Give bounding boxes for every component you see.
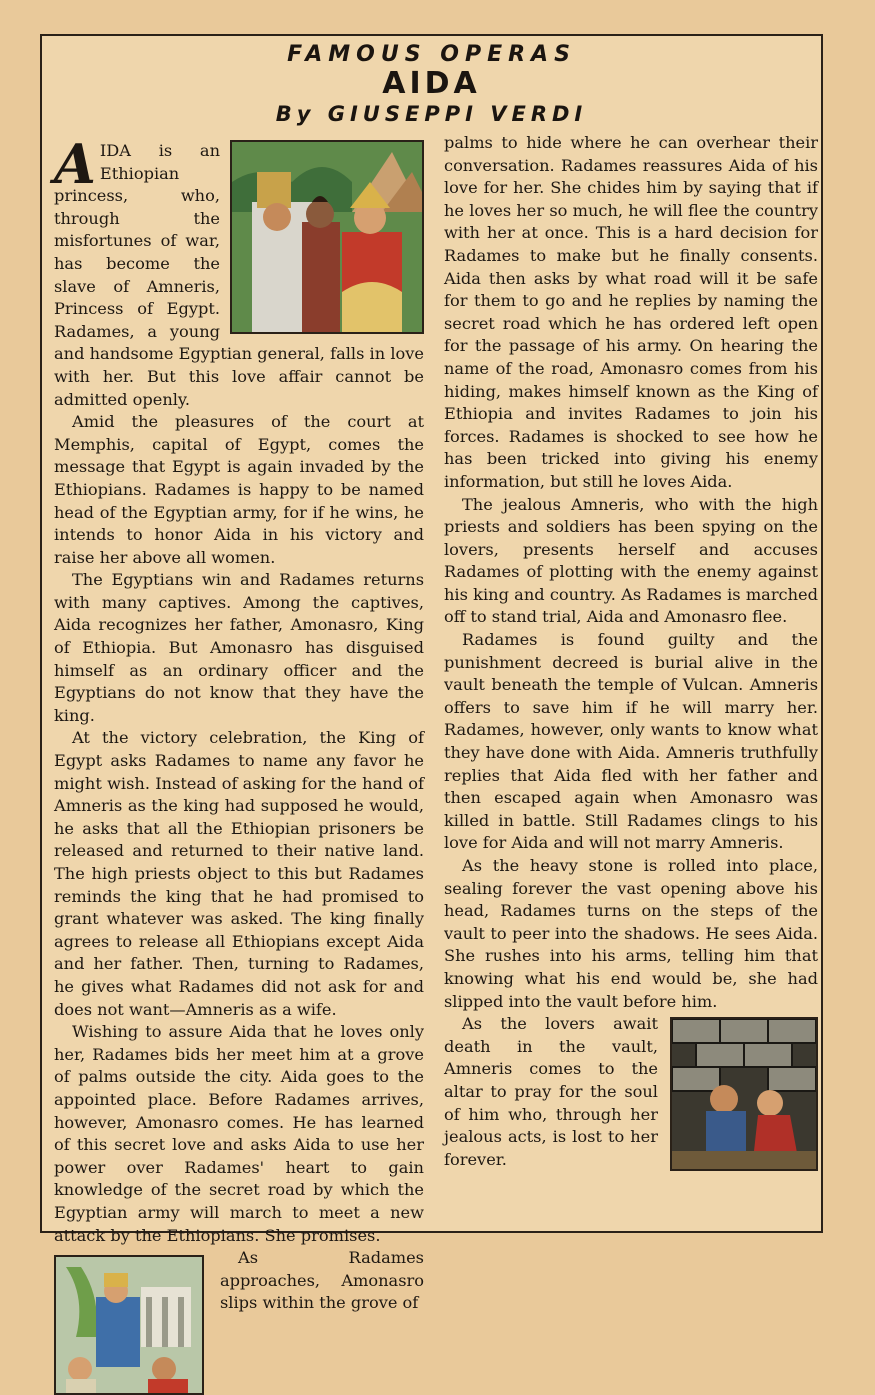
composer-byline: By GIUSEPPI VERDI bbox=[275, 102, 588, 126]
paragraph-amneris: The jealous Amneris, who with the high priests and soldiers has been spying on the lovers, presents herself and accuses Radames of plotting with the enemy against his king and country. As Radames is marched off to stand trial, Aida and Amonasro flee. bbox=[444, 494, 818, 627]
drop-cap: A bbox=[54, 132, 96, 196]
series-title: FAMOUS OPERAS bbox=[287, 42, 576, 67]
paragraph-palms: palms to hide where he can overhear their conversation. Radames reassures Aida of his love for her. She chides him by saying that if he loves her so much, he will flee the country with her at once. This is a hard decision for Radames to make but he finally consents. Aida then asks by what road will it be safe for them to go and he replies by naming the secret road which he has ordered left open for the passage of his army. On hearing the name of the road, Amonasro comes from his hiding, makes himself known as the King of Ethiopia and invites Radames to join his forces. Radames is shocked to see how he has been tricked into giving his enemy information, but still he loves Aida. bbox=[444, 133, 818, 491]
paragraph-celebration: At the victory celebration, the King of Egypt asks Radames to name any favor he might wish. Instead of asking for the hand of Amneris as the king had supposed he would, he asks that all the Ethiopian prisoners be released and returned to their native land. The high priests object to this but Radames reminds the king that he had promised to grant whatever was asked. The king finally agrees to release all Ethiopians except Aida and her father. Then, turning to Radames, he gives what Radames did not ask for and does not want—Amneris as a wife. bbox=[54, 728, 424, 1019]
paragraph-ending: As the lovers await death in the vault, Amneris comes to the altar to pray for the soul of him who, through her jealous acts, is lost to her forever. bbox=[444, 1014, 658, 1169]
paragraph-stone: As the heavy stone is rolled into place, sealing forever the vast opening above his head, Radames turns on the steps of the vault to peer into the shadows. He sees Aida. She rushes into his arms, telling him that knowing what his end would be, she had slipped into the vault before him. bbox=[444, 856, 818, 1011]
paragraph-intro: AIDA is an Ethiopian princess, who, through the misfortunes of war, has become the slave of Amneris, Princess of Egypt. Radames, a young and handsome Egyptian general, falls in love with her. But this love affair cannot be admitted openly. bbox=[54, 132, 424, 409]
article-frame bbox=[40, 34, 823, 1313]
paragraph-memphis: Amid the pleasures of the court at Memphis, capital of Egypt, comes the message that Egypt is again invaded by the Ethiopians. Radames is happy to be named head of the Egyptian army, for if he wins, he intends to honor Aida in his victory and raise her above all women. bbox=[54, 412, 424, 567]
illustration-king bbox=[54, 1255, 204, 1395]
opera-title: AIDA bbox=[382, 66, 481, 101]
illustration-lovers bbox=[230, 140, 424, 334]
right-column bbox=[444, 132, 818, 1171]
illustration-vault bbox=[670, 1017, 818, 1171]
paragraph-grove: Wishing to assure Aida that he loves only her, Radames bids her meet him at a grove of palms outside the city. Aida goes to the appointed place. Before Radames arrives, however, Amonasro comes. He has learned of this secret love and asks Aida to use her power over Radames' heart to gain knowledge of the secret road by which the Egyptian army will march to meet a new attack by the Ethiopians. She promises. bbox=[54, 1022, 424, 1245]
paragraph-trial: Radames is found guilty and the punishment decreed is burial alive in the vault beneath the temple of Vulcan. Amneris offers to save him if he will marry her. Radames, however, only wants to know what they have done with Aida. Amneris truthfully replies that Aida fled with her father and then escaped again when Amonasro was killed in battle. Still Radames clings to his love for Aida and will not marry Amneris. bbox=[444, 630, 818, 853]
left-column bbox=[54, 132, 424, 1395]
paragraph-captives: The Egyptians win and Radames returns with many captives. Among the captives, Aida recognizes her father, Amonasro, King of Ethiopia. But Amonasro has disguised himself as an ordinary officer and the Egyptians do not know that they have the king. bbox=[54, 570, 424, 725]
paragraph-approaches: As Radames approaches, Amonasro slips within the grove of bbox=[220, 1248, 424, 1313]
